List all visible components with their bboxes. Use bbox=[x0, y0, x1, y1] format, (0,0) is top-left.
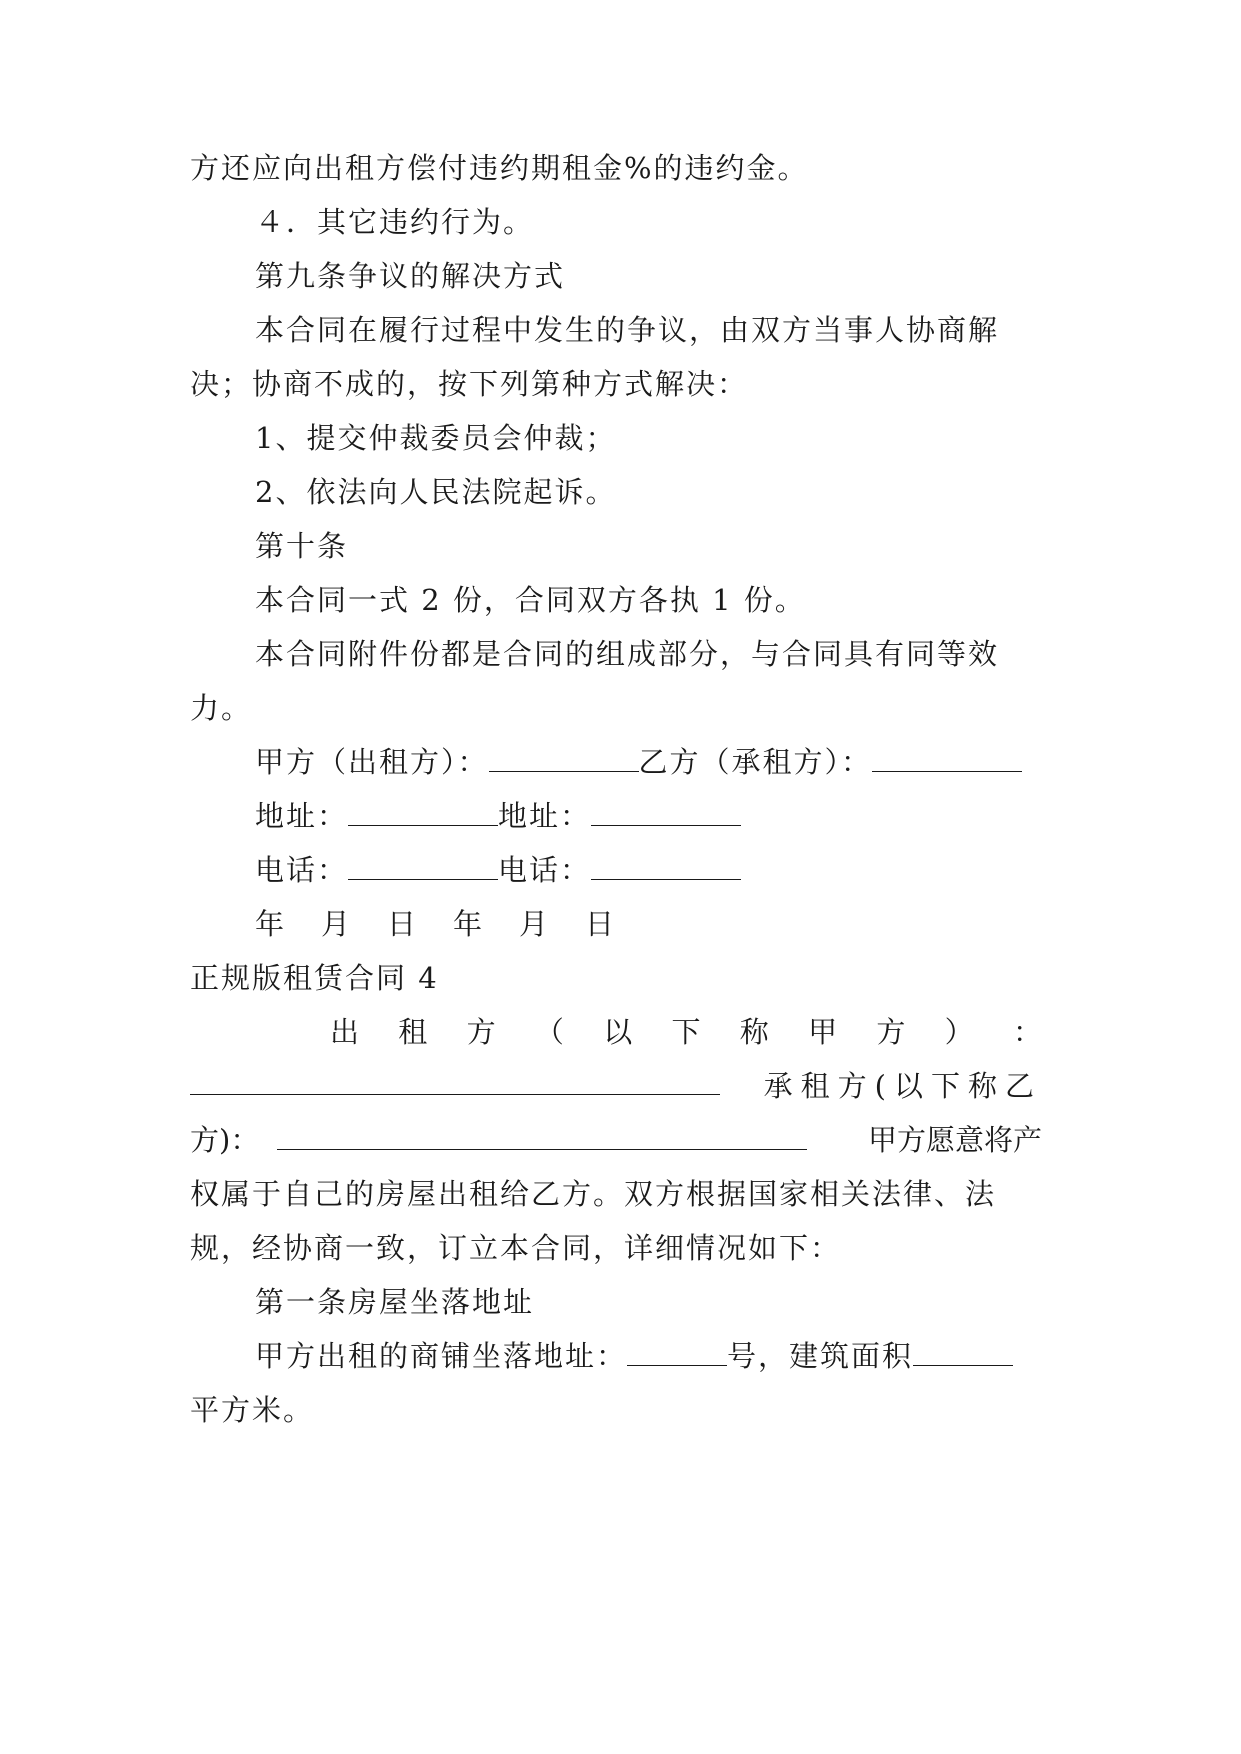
section-heading: 第十条 bbox=[255, 529, 349, 563]
spaced-char: ） bbox=[944, 1015, 974, 1049]
blank-address-a bbox=[348, 797, 498, 826]
blank-phone-b bbox=[591, 851, 741, 880]
label-shop-address: 甲方出租的商铺坐落地址： bbox=[255, 1339, 628, 1373]
contract-title: 正规版租赁合同 4 bbox=[190, 961, 439, 995]
list-item: 1、提交仲裁委员会仲裁； bbox=[255, 421, 617, 455]
paragraph-text: 甲方愿意将产 bbox=[867, 1123, 1042, 1157]
spaced-char: 出 bbox=[330, 1015, 360, 1049]
spaced-char: 方 bbox=[876, 1015, 906, 1049]
blank-lessee bbox=[872, 743, 1022, 772]
paragraph-line: 规，经协商一致，订立本合同，详细情况如下： bbox=[190, 1231, 842, 1265]
blank-lessor bbox=[489, 743, 639, 772]
paragraph-line: 本合同附件份都是合同的组成部分，与合同具有同等效 bbox=[255, 637, 1000, 671]
label-lessor: 甲方（出租方）： bbox=[255, 745, 489, 779]
spaced-char: 甲 bbox=[808, 1015, 838, 1049]
party-b-group bbox=[190, 1120, 807, 1160]
party-a-intro bbox=[330, 1012, 1042, 1052]
label-address-b: 地址： bbox=[498, 799, 592, 833]
blank-house-number bbox=[627, 1337, 727, 1366]
paragraph-line bbox=[255, 1336, 1013, 1376]
spaced-char: ： bbox=[1012, 1015, 1042, 1049]
paragraph-line: 本合同在履行过程中发生的争议，由双方当事人协商解 bbox=[255, 313, 1000, 347]
paragraph-line: 权属于自己的房屋出租给乙方。双方根据国家相关法律、法 bbox=[190, 1177, 997, 1211]
paragraph-line: ４．其它违约行为。 bbox=[255, 205, 535, 239]
list-item: 2、依法向人民法院起诉。 bbox=[255, 475, 617, 509]
spaced-char: 下 bbox=[671, 1015, 701, 1049]
signature-line-address bbox=[255, 796, 741, 836]
party-b-intro bbox=[190, 1066, 1042, 1106]
label-lessee: 乙方（承租方）： bbox=[638, 745, 873, 779]
label-phone-a: 电话： bbox=[255, 853, 349, 887]
spaced-char: 以 bbox=[603, 1015, 633, 1049]
section-heading: 第一条房屋坐落地址 bbox=[255, 1285, 535, 1319]
label-building-area: 号，建筑面积 bbox=[727, 1339, 914, 1373]
label-address-a: 地址： bbox=[255, 799, 349, 833]
paragraph-line: 方还应向出租方偿付违约期租金%的违约金。 bbox=[190, 151, 809, 185]
label-party-b-end: 方)： bbox=[190, 1123, 260, 1157]
blank-party-b-name bbox=[277, 1121, 807, 1150]
paragraph-line: 本合同一式 2 份，合同双方各执 1 份。 bbox=[255, 583, 806, 617]
blank-party-a-name bbox=[190, 1066, 720, 1095]
blank-area bbox=[913, 1337, 1013, 1366]
date-line: 年 月 日 年 月 日 bbox=[255, 907, 619, 941]
spaced-char: 租 bbox=[398, 1015, 428, 1049]
spaced-char: 方 bbox=[466, 1015, 496, 1049]
paragraph-line bbox=[190, 1120, 1042, 1160]
section-heading: 第九条争议的解决方式 bbox=[255, 259, 566, 293]
label-phone-b: 电话： bbox=[498, 853, 592, 887]
signature-line-party bbox=[255, 742, 1022, 782]
blank-phone-a bbox=[348, 851, 498, 880]
spaced-char: （ bbox=[534, 1015, 564, 1049]
label-party-b: 承租方(以下称乙 bbox=[763, 1069, 1042, 1103]
blank-address-b bbox=[591, 797, 741, 826]
signature-line-phone bbox=[255, 850, 741, 890]
paragraph-line: 决；协商不成的，按下列第种方式解决： bbox=[190, 367, 749, 401]
spaced-char: 称 bbox=[739, 1015, 769, 1049]
paragraph-line: 平方米。 bbox=[190, 1393, 315, 1427]
paragraph-line: 力。 bbox=[190, 691, 253, 725]
